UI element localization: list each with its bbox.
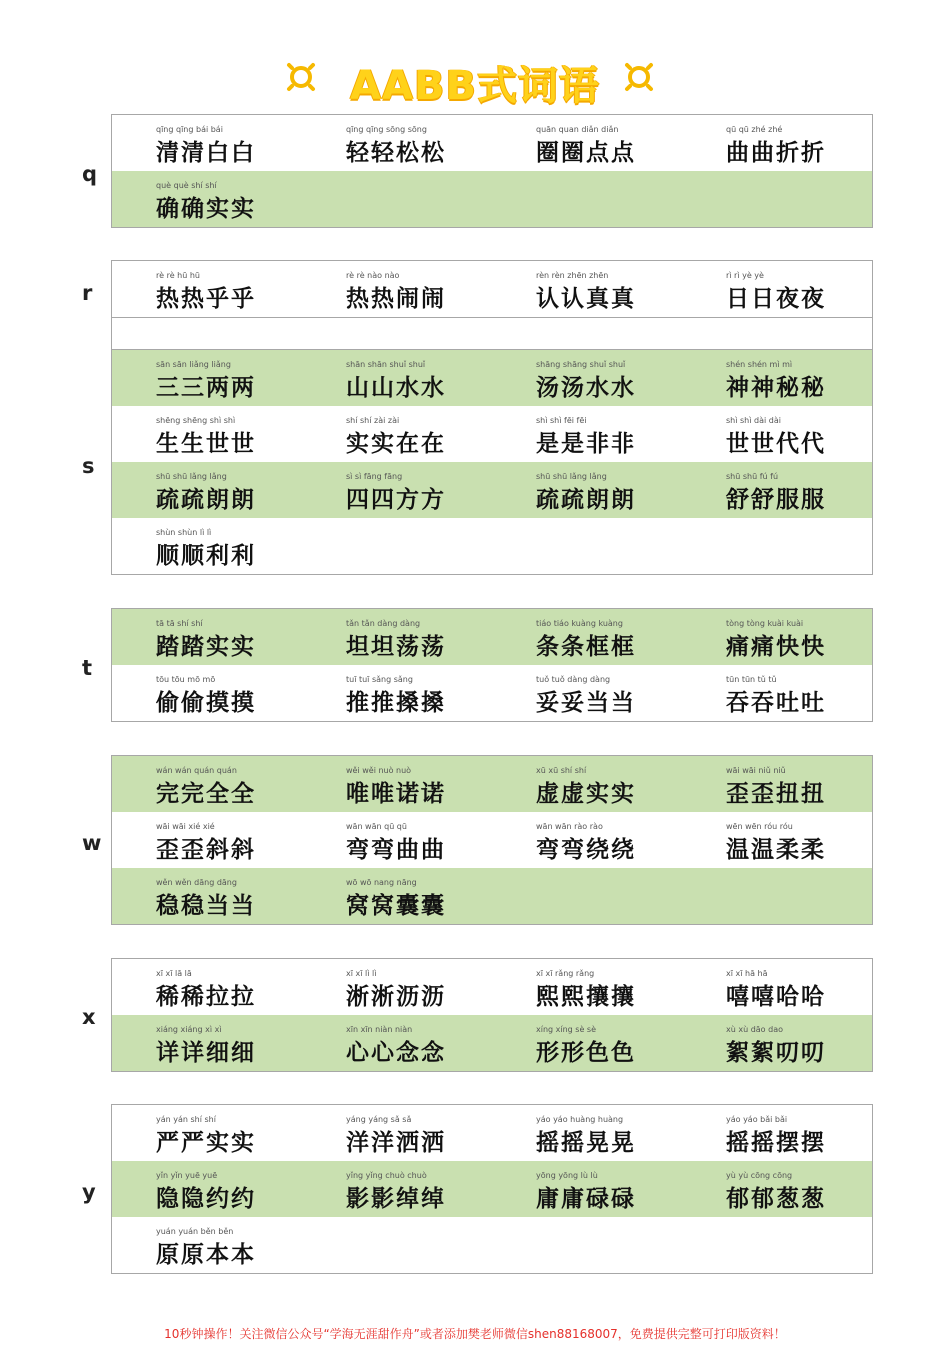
table-row: [112, 609, 872, 665]
word: 淅淅沥沥: [346, 983, 446, 1010]
table-row: [112, 462, 872, 518]
word: 轻轻松松: [346, 139, 446, 166]
group-letter-q: q: [82, 162, 98, 186]
table-row: [112, 115, 872, 171]
pinyin: xū xū shí shí: [536, 766, 587, 775]
word-cell: [492, 609, 682, 665]
word: 清清白白: [156, 139, 256, 166]
word: 吞吞吐吐: [726, 689, 826, 716]
pinyin: shū shū lǎng lǎng: [156, 472, 227, 481]
word: 歪歪扭扭: [726, 780, 826, 807]
pinyin: wěi wěi nuò nuò: [346, 766, 412, 775]
pinyin: wān wān qū qū: [346, 822, 407, 831]
word-group-w: [111, 755, 873, 925]
word: 日日夜夜: [726, 285, 826, 312]
word-cell: [682, 1105, 872, 1161]
word-cell: [682, 115, 872, 171]
pinyin: quān quan diǎn diǎn: [536, 125, 619, 134]
empty-row: [112, 317, 872, 350]
table-row: [112, 406, 872, 462]
word-cell: [302, 1015, 492, 1071]
word: 山山水水: [346, 374, 446, 401]
word: 虚虚实实: [536, 780, 636, 807]
word-cell: [112, 1015, 302, 1071]
word: 详详细细: [156, 1039, 256, 1066]
word-cell: [492, 406, 682, 462]
word-cell: [302, 1161, 492, 1217]
pinyin: què què shí shí: [156, 181, 217, 190]
page-title: AABB式词语: [350, 63, 600, 109]
word: 弯弯曲曲: [346, 836, 446, 863]
word: 熙熙攘攘: [536, 983, 636, 1010]
pinyin: tūn tūn tǔ tǔ: [726, 675, 777, 684]
pinyin: xī xī hā hā: [726, 969, 768, 978]
word-cell: [302, 115, 492, 171]
pinyin: rì rì yè yè: [726, 271, 764, 280]
word-group-q: [111, 114, 873, 228]
word-cell: [112, 115, 302, 171]
pinyin: tiáo tiáo kuàng kuàng: [536, 619, 623, 628]
group-letter-w: w: [82, 831, 102, 855]
word: 完完全全: [156, 780, 256, 807]
word-group-x: [111, 958, 873, 1072]
pinyin: shì shì fēi fēi: [536, 416, 587, 425]
pinyin: tòng tòng kuài kuài: [726, 619, 804, 628]
word: 顺顺利利: [156, 542, 256, 569]
word-cell: [302, 462, 492, 518]
word: 偷偷摸摸: [156, 689, 256, 716]
word: 四四方方: [346, 486, 446, 513]
word-cell: [682, 609, 872, 665]
table-row: [112, 350, 872, 406]
word-cell: [302, 406, 492, 462]
word: 条条框框: [536, 633, 636, 660]
pinyin: qīng qīng bái bái: [156, 125, 223, 134]
pinyin: yǐn yǐn yuē yuē: [156, 1171, 218, 1180]
pinyin: xī xī lā lā: [156, 969, 192, 978]
title-banner: [0, 50, 950, 109]
pinyin: wāi wāi xié xié: [156, 822, 215, 831]
pinyin: shì shì dài dài: [726, 416, 781, 425]
word: 郁郁葱葱: [726, 1185, 826, 1212]
word: 痛痛快快: [726, 633, 826, 660]
word-cell: [492, 462, 682, 518]
word-cell: [112, 171, 302, 227]
pinyin: xī xī lì lì: [346, 969, 377, 978]
word-cell: [302, 959, 492, 1015]
word: 稳稳当当: [156, 892, 256, 919]
word-cell: [492, 959, 682, 1015]
word: 摇摇摆摆: [726, 1129, 826, 1156]
group-letter-t: t: [82, 656, 93, 680]
pinyin: yáng yáng sǎ sǎ: [346, 1115, 412, 1124]
word-group-r-s: [111, 260, 873, 575]
word-cell: [682, 350, 872, 406]
group-letter-s: s: [82, 454, 95, 478]
word: 是是非非: [536, 430, 636, 457]
word: 妥妥当当: [536, 689, 636, 716]
pinyin: xiáng xiáng xì xì: [156, 1025, 222, 1034]
word-cell: [112, 959, 302, 1015]
word-cell: [302, 350, 492, 406]
word: 疏疏朗朗: [156, 486, 256, 513]
word-cell: [112, 1161, 302, 1217]
word-cell: [492, 665, 682, 721]
word: 摇摇晃晃: [536, 1129, 636, 1156]
word-cell: [492, 1015, 682, 1071]
table-row: [112, 518, 872, 574]
word: 隐隐约约: [156, 1185, 256, 1212]
word-cell: [112, 406, 302, 462]
pinyin: qū qū zhé zhé: [726, 125, 783, 134]
word-cell: [302, 665, 492, 721]
word: 形形色色: [536, 1039, 636, 1066]
word: 疏疏朗朗: [536, 486, 636, 513]
pinyin: xī xī rǎng rǎng: [536, 969, 595, 978]
word: 絮絮叨叨: [726, 1039, 826, 1066]
pinyin: rè rè nào nào: [346, 271, 400, 280]
word-cell: [112, 812, 302, 868]
pinyin: shāng shāng shuǐ shuǐ: [536, 360, 626, 369]
pinyin: tā tā shí shí: [156, 619, 203, 628]
word-cell: [112, 665, 302, 721]
word-cell: [302, 609, 492, 665]
pinyin: tǎn tǎn dàng dàng: [346, 619, 421, 628]
word: 汤汤水水: [536, 374, 636, 401]
pinyin: yuán yuán běn běn: [156, 1227, 234, 1236]
word-cell: [682, 462, 872, 518]
word-cell: [492, 350, 682, 406]
pinyin: shí shí zài zài: [346, 416, 400, 425]
table-row: [112, 1015, 872, 1071]
word: 生生世世: [156, 430, 256, 457]
table-row: [112, 959, 872, 1015]
word: 曲曲折折: [726, 139, 826, 166]
pinyin: sān sān liǎng liǎng: [156, 360, 231, 369]
word: 热热闹闹: [346, 285, 446, 312]
table-row: [112, 812, 872, 868]
pinyin: shén shén mì mì: [726, 360, 793, 369]
pinyin: yǐng yǐng chuò chuò: [346, 1171, 427, 1180]
table-row: [112, 756, 872, 812]
word: 洋洋洒洒: [346, 1129, 446, 1156]
pinyin: xíng xíng sè sè: [536, 1025, 597, 1034]
word-cell: [112, 261, 302, 317]
word: 窝窝囊囊: [346, 892, 446, 919]
word: 稀稀拉拉: [156, 983, 256, 1010]
word-cell: [302, 261, 492, 317]
group-letter-y: y: [82, 1180, 96, 1204]
word: 弯弯绕绕: [536, 836, 636, 863]
footer-note: 10秒钟操作！关注微信公众号“学海无涯甜作舟”或者添加樊老师微信shen88168007，免费提供完整可打印版资料！: [164, 1327, 786, 1341]
pinyin: tōu tōu mō mō: [156, 675, 216, 684]
word: 心心念念: [346, 1039, 446, 1066]
word-cell: [682, 1015, 872, 1071]
word-cell: [682, 812, 872, 868]
word-cell: [112, 1105, 302, 1161]
pinyin: tuī tuī sǎng sǎng: [346, 675, 413, 684]
pinyin: wāi wāi niǔ niǔ: [726, 766, 786, 775]
word-cell: [112, 462, 302, 518]
pinyin: yáo yáo bǎi bǎi: [726, 1115, 788, 1124]
word: 舒舒服服: [726, 486, 826, 513]
pinyin: shēng shēng shì shì: [156, 416, 236, 425]
pinyin: xù xù dāo dao: [726, 1025, 783, 1034]
pinyin: shū shū lǎng lǎng: [536, 472, 607, 481]
word-cell: [112, 868, 302, 924]
pinyin: shū shū fú fú: [726, 472, 779, 481]
word-cell: [112, 518, 302, 574]
pinyin: tuǒ tuǒ dàng dàng: [536, 675, 611, 684]
pinyin: rè rè hū hū: [156, 271, 200, 280]
word-cell: [682, 261, 872, 317]
word: 热热乎乎: [156, 285, 256, 312]
pinyin: wān wān rào rào: [536, 822, 603, 831]
word-cell: [682, 1161, 872, 1217]
word-cell: [112, 756, 302, 812]
word-cell: [492, 1161, 682, 1217]
word-cell: [112, 609, 302, 665]
word-cell: [682, 959, 872, 1015]
word: 嘻嘻哈哈: [726, 983, 826, 1010]
sun-icon: [622, 60, 656, 94]
word-cell: [492, 812, 682, 868]
word-cell: [492, 756, 682, 812]
word-cell: [302, 1105, 492, 1161]
word: 三三两两: [156, 374, 256, 401]
word-group-t: [111, 608, 873, 722]
pinyin: sì sì fāng fāng: [346, 472, 403, 481]
table-row: [112, 665, 872, 721]
table-row: [112, 1161, 872, 1217]
table-row: [112, 868, 872, 924]
word: 圈圈点点: [536, 139, 636, 166]
pinyin: qīng qīng sōng sōng: [346, 125, 427, 134]
word: 庸庸碌碌: [536, 1185, 636, 1212]
word: 认认真真: [536, 285, 636, 312]
word: 唯唯诺诺: [346, 780, 446, 807]
word: 影影绰绰: [346, 1185, 446, 1212]
pinyin: wēn wēn róu róu: [726, 822, 793, 831]
word-cell: [492, 115, 682, 171]
word: 歪歪斜斜: [156, 836, 256, 863]
word: 踏踏实实: [156, 633, 256, 660]
pinyin: yōng yōng lù lù: [536, 1171, 598, 1180]
table-row: [112, 171, 872, 227]
word-cell: [492, 261, 682, 317]
word: 世世代代: [726, 430, 826, 457]
word-cell: [112, 350, 302, 406]
pinyin: shùn shùn lì lì: [156, 528, 212, 537]
pinyin: wán wán quán quán: [156, 766, 237, 775]
table-row: [112, 1105, 872, 1161]
word-cell: [682, 665, 872, 721]
word-cell: [112, 1217, 302, 1273]
word-cell: [302, 868, 492, 924]
pinyin: rèn rèn zhēn zhēn: [536, 271, 609, 280]
word: 推推搡搡: [346, 689, 446, 716]
word-cell: [492, 1105, 682, 1161]
word-cell: [682, 406, 872, 462]
word: 确确实实: [156, 195, 256, 222]
word: 神神秘秘: [726, 374, 826, 401]
pinyin: wěn wěn dāng dāng: [156, 878, 237, 887]
group-letter-r: r: [82, 281, 93, 305]
word-cell: [682, 756, 872, 812]
pinyin: xīn xīn niàn niàn: [346, 1025, 413, 1034]
word-cell: [302, 812, 492, 868]
word-cell: [302, 756, 492, 812]
word: 坦坦荡荡: [346, 633, 446, 660]
pinyin: wō wō nang nāng: [346, 878, 417, 887]
pinyin: yù yù cōng cōng: [726, 1171, 793, 1180]
pinyin: yán yán shí shí: [156, 1115, 216, 1124]
word: 温温柔柔: [726, 836, 826, 863]
word: 实实在在: [346, 430, 446, 457]
group-letter-x: x: [82, 1005, 96, 1029]
word-group-y: [111, 1104, 873, 1274]
word: 严严实实: [156, 1129, 256, 1156]
table-row: [112, 261, 872, 317]
word: 原原本本: [156, 1241, 256, 1268]
pinyin: yáo yáo huàng huàng: [536, 1115, 624, 1124]
pinyin: shān shān shuǐ shuǐ: [346, 360, 426, 369]
table-row: [112, 1217, 872, 1273]
